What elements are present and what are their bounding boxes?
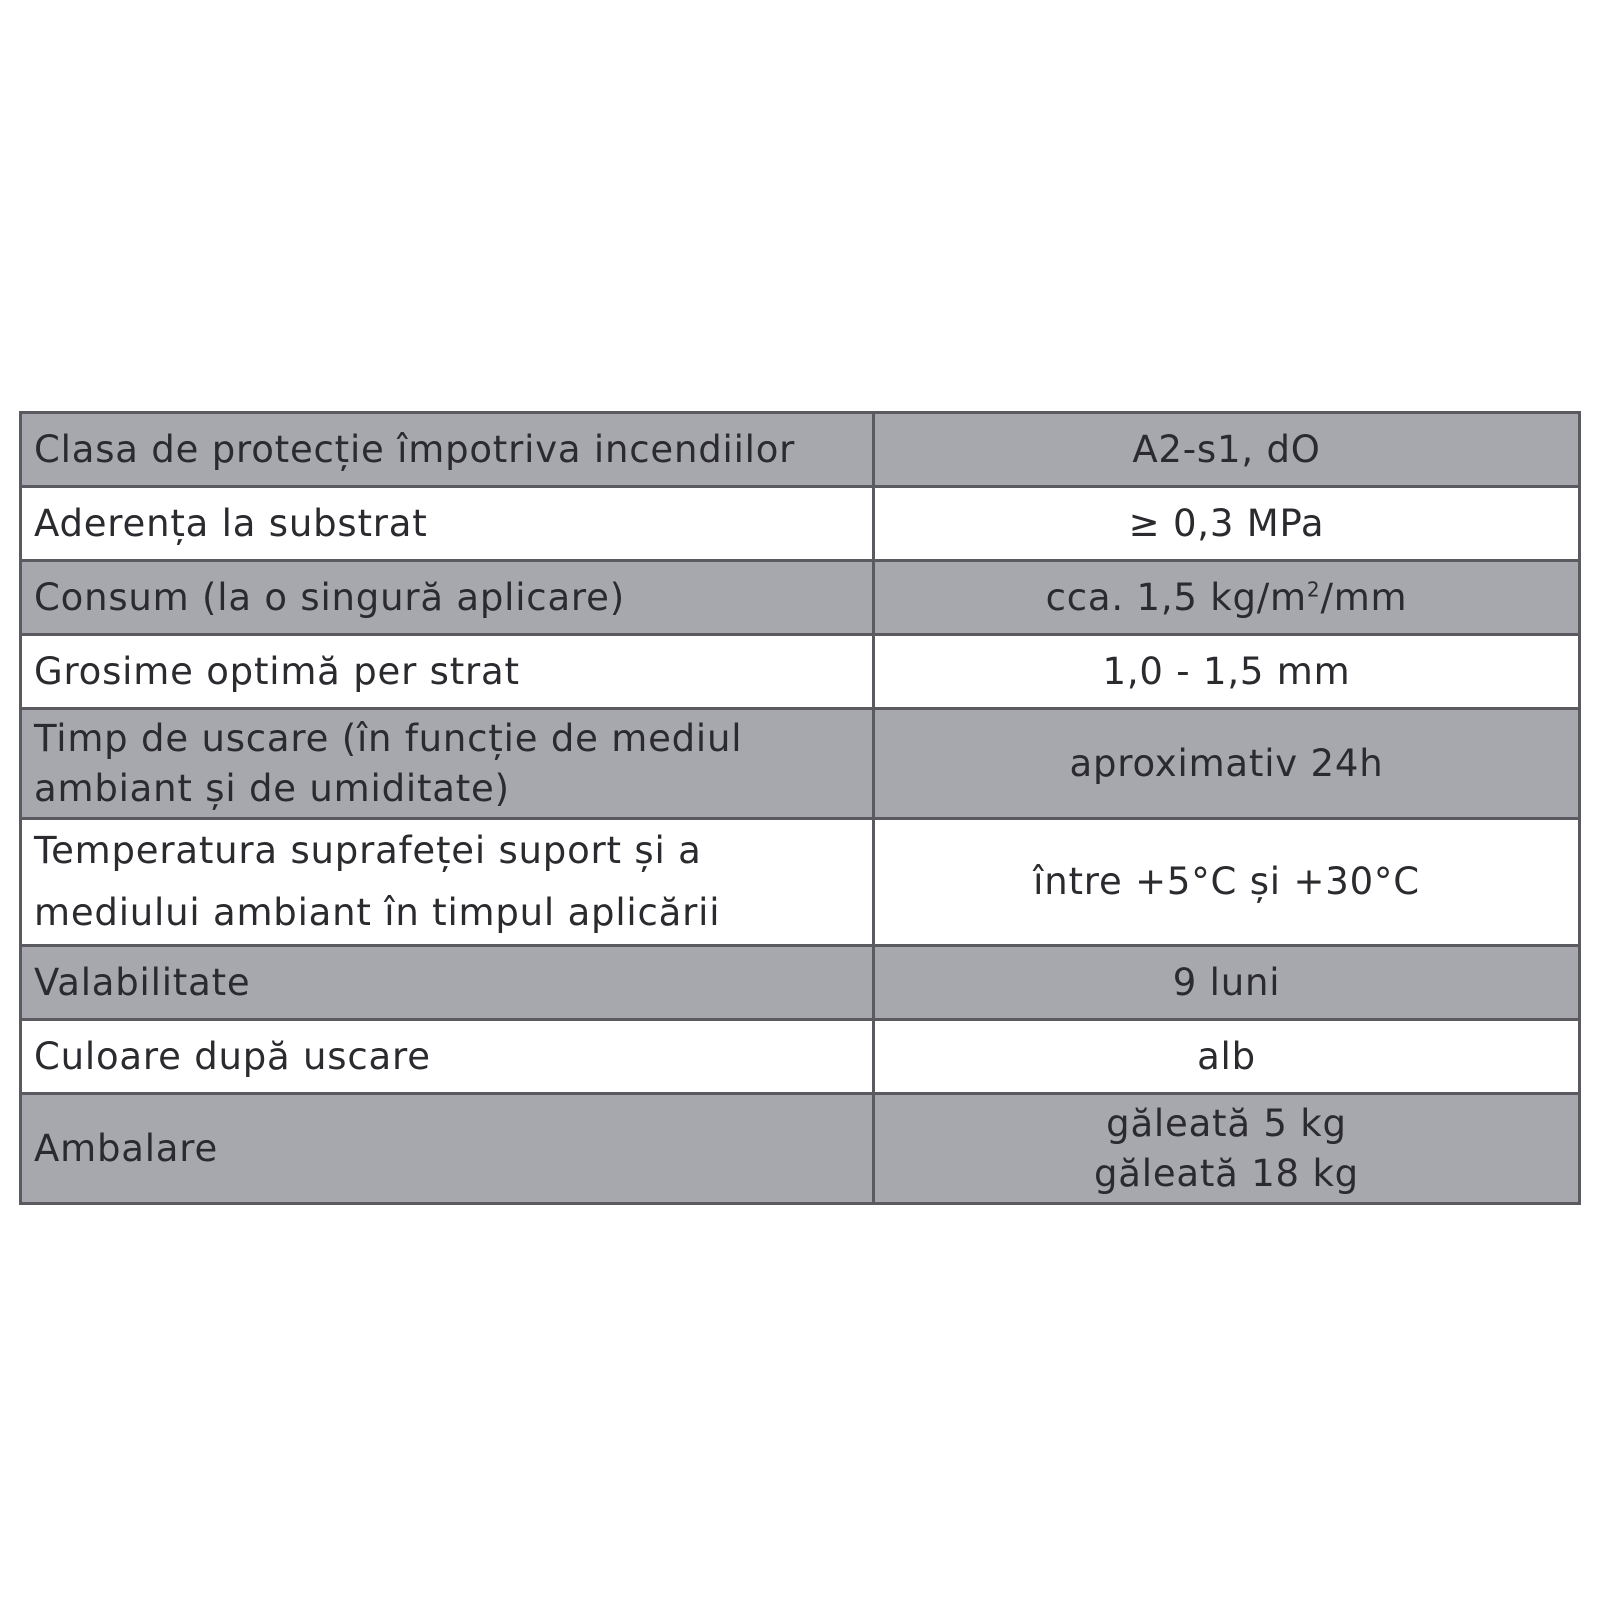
- spec-label-line: Temperatura suprafeței suport și a: [34, 829, 702, 872]
- spec-label-line: ambiant și de umiditate): [34, 766, 510, 810]
- spec-label: Grosime optimă per strat: [21, 635, 874, 709]
- spec-label: Aderența la substrat: [21, 487, 874, 561]
- spec-value: între +5°C și +30°C: [874, 819, 1580, 946]
- spec-value: alb: [874, 1020, 1580, 1094]
- table-row: [21, 635, 1580, 709]
- spec-value: [874, 561, 1580, 635]
- spec-label: Clasa de protecție împotriva incendiilor: [21, 413, 874, 487]
- table-row: [21, 413, 1580, 487]
- spec-table: [19, 411, 1581, 1205]
- table-row: [21, 1094, 1580, 1204]
- spec-label-line: Timp de uscare (în funcție de mediul: [34, 716, 743, 760]
- spec-value: ≥ 0,3 MPa: [874, 487, 1580, 561]
- spec-label: Valabilitate: [21, 946, 874, 1020]
- table-row: [21, 561, 1580, 635]
- spec-value: [874, 1094, 1580, 1204]
- spec-value: A2-s1, dO: [874, 413, 1580, 487]
- spec-label-line: mediului ambiant în timpul aplicării: [34, 891, 721, 934]
- spec-label: [21, 709, 874, 819]
- spec-label: Consum (la o singură aplicare): [21, 561, 874, 635]
- table-row: [21, 709, 1580, 819]
- spec-label: Culoare după uscare: [21, 1020, 874, 1094]
- table-row: [21, 946, 1580, 1020]
- spec-value: aproximativ 24h: [874, 709, 1580, 819]
- spec-value-line: găleată 18 kg: [1094, 1151, 1359, 1195]
- table-row: [21, 1020, 1580, 1094]
- spec-label: [21, 819, 874, 946]
- spec-label: Ambalare: [21, 1094, 874, 1204]
- spec-value: 1,0 - 1,5 mm: [874, 635, 1580, 709]
- spec-value-suffix: /mm: [1320, 575, 1408, 619]
- table-row: [21, 819, 1580, 946]
- spec-value-superscript: 2: [1306, 577, 1321, 602]
- spec-value-line: găleată 5 kg: [1106, 1101, 1347, 1145]
- spec-value-prefix: cca. 1,5 kg/m: [1045, 575, 1307, 619]
- table-row: [21, 487, 1580, 561]
- spec-value: 9 luni: [874, 946, 1580, 1020]
